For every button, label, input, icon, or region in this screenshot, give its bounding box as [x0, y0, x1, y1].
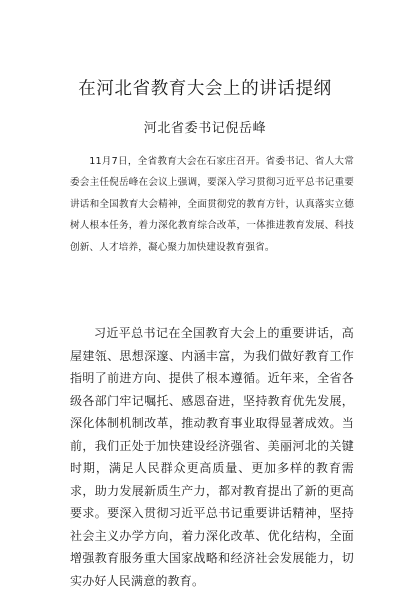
- document-title: 在河北省教育大会上的讲话提纲: [78, 79, 332, 99]
- body-paragraph: 习近平总书记在全国教育大会上的重要讲话，高屋建瓴、思想深邃、内涵丰富，为我们做好教育工作指明了前进方向、提供了根本遵循。近年来，全省各级各部门牢记嘱托、感恩奋进，坚持教育优先发展，深化体制机制改革，推动教育事业取得显著成效。当前，我们正处于加快建设经济强省、美丽河北的关键时期，满足人民群众更高质量、更加多样的教育需求，助力发展新质生产力，都对教育提出了新的更高要求。要深入贯彻习近平总书记重要讲话精神，坚持社会主义办学方向，着力深化改革、优化结构，全面增强教育服务重大国家战略和经济社会发展能力，切实办好人民满意的教育。: [70, 326, 354, 588]
- author-line: 河北省委书记倪岳峰: [143, 121, 267, 136]
- lead-paragraph: 11月7日，全省教育大会在石家庄召开。省委书记、省人大常委会主任倪岳峰在会议上强调，要深入学习贯彻习近平总书记重要讲话和全国教育大会精神，全面贯彻党的教育方针，认真落实立德树人根本任务，着力深化教育综合改革，一体推进教育发展、科技创新、人才培养，凝心聚力加快建设教育强省。: [70, 156, 354, 253]
